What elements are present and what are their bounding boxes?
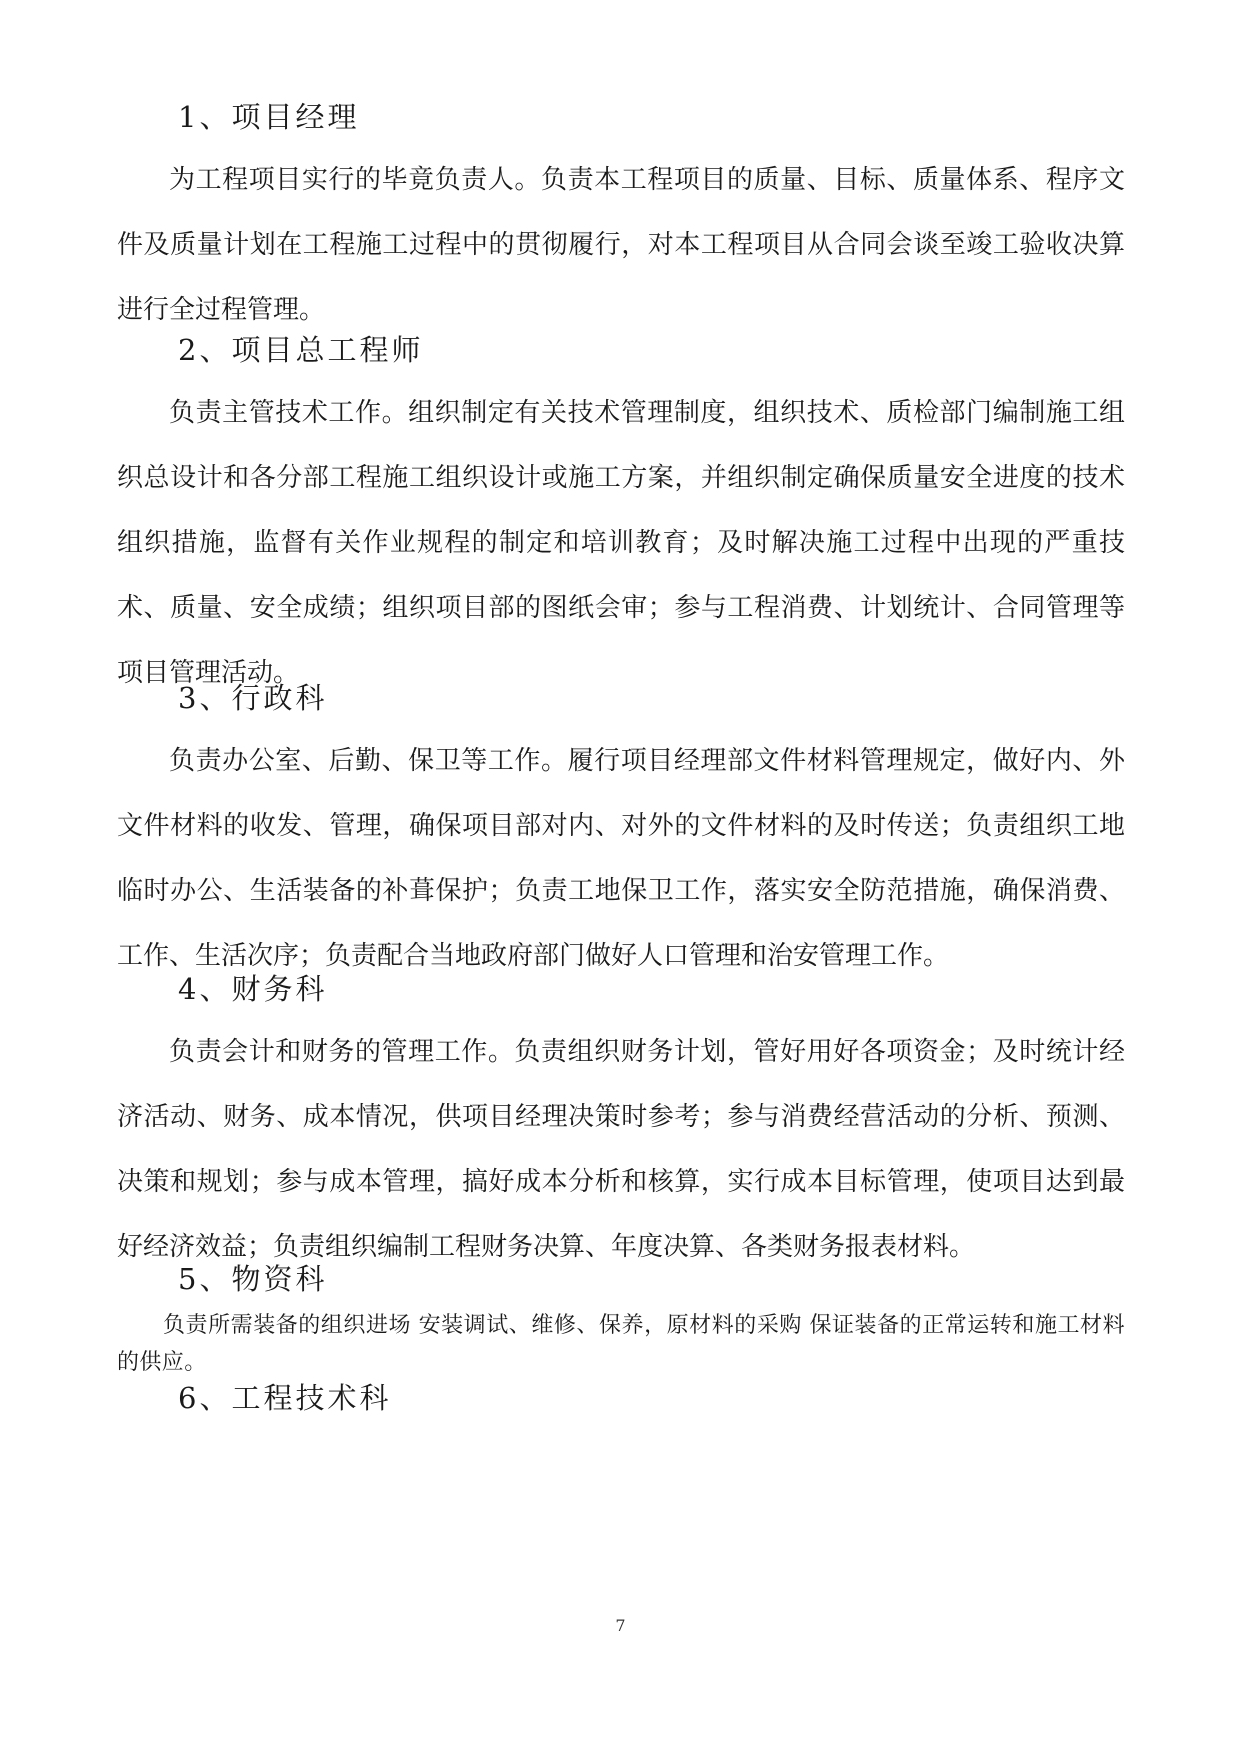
section-heading-materials: 5、物资科: [178, 1262, 328, 1296]
section-paragraph-chief-engineer: 负责主管技术工作。组织制定有关技术管理制度，组织技术、质检部门编制施工组织总设计和各分部工程施工组织设计或施工方案，并组织制定确保质量安全进度的技术组织措施，监督有关作业规程的制定和培训教育；及时解决施工过程中出现的严重技术、质量、安全成绩；组织项目部的图纸会审；参与工程消费、计划统计、合同管理等项目管理活动。: [117, 398, 1125, 688]
section-heading-administration: 3、行政科: [178, 681, 328, 715]
section-heading-chief-engineer: 2、项目总工程师: [178, 333, 424, 367]
section-paragraph-materials: 负责所需装备的组织进场 安装调试、维修、保养，原材料的采购 保证装备的正常运转和施工材料的供应。: [117, 1313, 1125, 1375]
section-paragraph-administration: 负责办公室、后勤、保卫等工作。履行项目经理部文件材料管理规定，做好内、外文件材料的收发、管理，确保项目部对内、对外的文件材料的及时传送；负责组织工地临时办公、生活装备的补葺保护；负责工地保卫工作，落实安全防范措施，确保消费、工作、生活次序；负责配合当地政府部门做好人口管理和治安管理工作。: [117, 746, 1125, 971]
section-heading-finance: 4、财务科: [178, 972, 328, 1006]
section-paragraph-finance: 负责会计和财务的管理工作。负责组织财务计划，管好用好各项资金；及时统计经济活动、财务、成本情况，供项目经理决策时参考；参与消费经营活动的分析、预测、决策和规划；参与成本管理，搞好成本分析和核算，实行成本目标管理，使项目达到最好经济效益；负责组织编制工程财务决算、年度决算、各类财务报表材料。: [117, 1037, 1125, 1262]
page-number: 7: [615, 1616, 626, 1635]
section-heading-project-manager: 1、项目经理: [178, 100, 360, 134]
section-paragraph-project-manager: 为工程项目实行的毕竟负责人。负责本工程项目的质量、目标、质量体系、程序文件及质量计划在工程施工过程中的贯彻履行，对本工程项目从合同会谈至竣工验收决算进行全过程管理。: [117, 165, 1125, 325]
section-heading-engineering: 6、工程技术科: [178, 1381, 392, 1415]
